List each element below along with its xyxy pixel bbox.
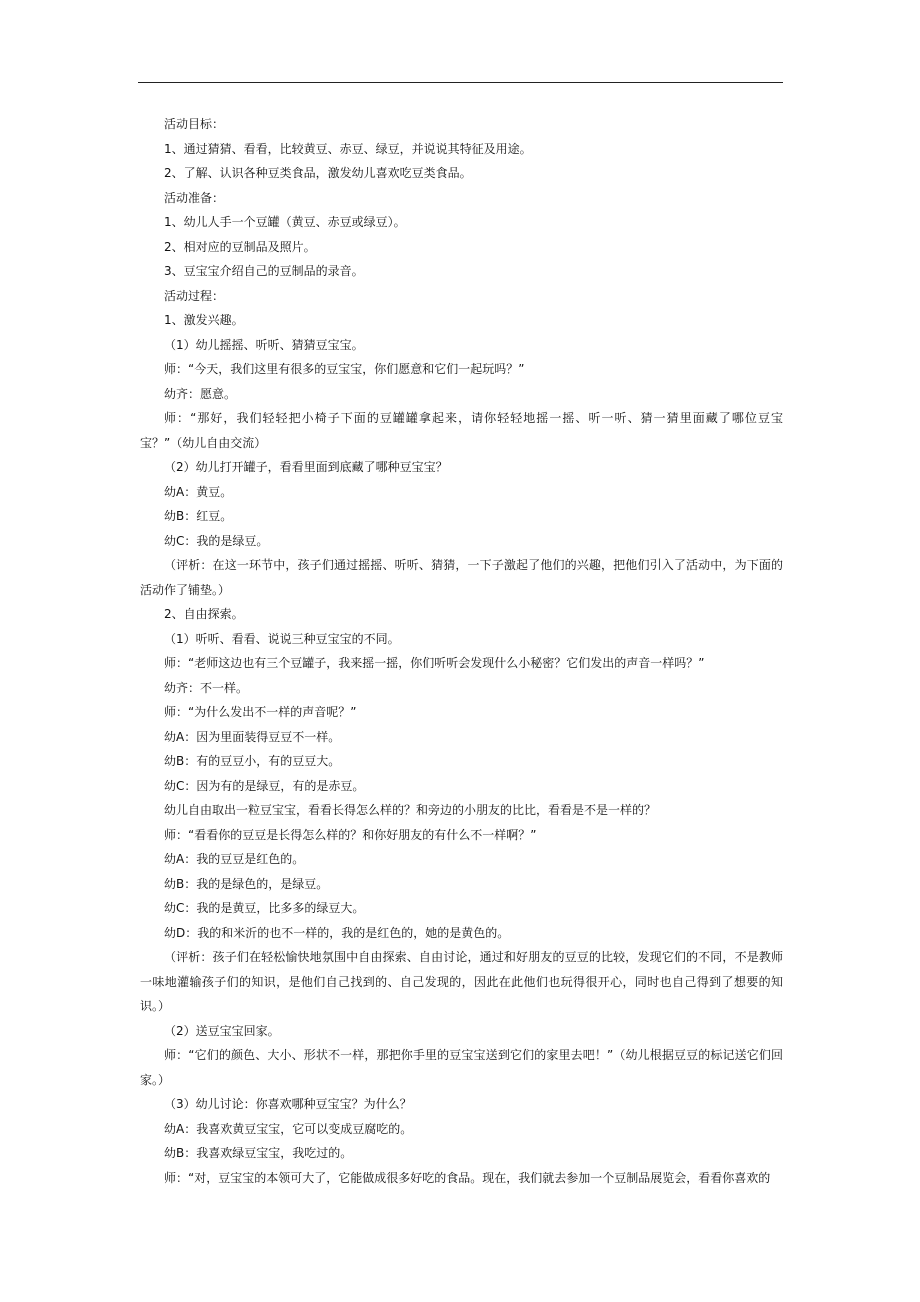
document-paragraph: 幼B：有的豆豆小，有的豆豆大。 xyxy=(164,754,341,768)
document-paragraph: 幼B：红豆。 xyxy=(164,509,233,523)
document-paragraph: （3）幼儿讨论：你喜欢哪种豆宝宝？为什么？ xyxy=(164,1097,412,1111)
document-paragraph: （评析：在这一环节中，孩子们通过摇摇、听听、猜猜，一下子激起了他们的兴趣，把他们引入了活动中，为下面的活动作了铺垫。） xyxy=(140,558,783,597)
document-paragraph: 幼C：因为有的是绿豆，有的是赤豆。 xyxy=(164,778,365,793)
document-paragraph: 活动准备： xyxy=(164,190,225,205)
document-paragraph: 幼齐：愿意。 xyxy=(164,386,237,401)
document-paragraph: 活动目标： xyxy=(164,117,225,131)
document-paragraph: 师：“今天，我们这里有很多的豆宝宝，你们愿意和它们一起玩吗？” xyxy=(164,362,525,376)
document-paragraph: 1、通过猜猜、看看，比较黄豆、赤豆、绿豆，并说说其特征及用途。 xyxy=(164,141,532,156)
document-paragraph: 幼B：我的是绿色的，是绿豆。 xyxy=(164,876,329,891)
document-paragraph: 2、了解、认识各种豆类食品，激发幼儿喜欢吃豆类食品。 xyxy=(164,166,472,180)
document-paragraph: 幼C：我的是黄豆，比多多的绿豆大。 xyxy=(164,901,365,915)
document-paragraph: 幼D：我的和米沂的也不一样的，我的是红色的，她的是黄色的。 xyxy=(164,925,510,940)
document-paragraph: 幼A：因为里面装得豆豆不一样。 xyxy=(164,729,341,744)
document-paragraph: （2）送豆宝宝回家。 xyxy=(164,1023,280,1038)
document-body xyxy=(140,112,783,1190)
document-paragraph: 1、激发兴趣。 xyxy=(164,313,244,327)
document-paragraph: 师：“它们的颜色、大小、形状不一样，那把你手里的豆宝宝送到它们的家里去吧！”（幼儿根据豆豆的标记送它们回家。） xyxy=(140,1048,783,1087)
document-paragraph: 2、相对应的豆制品及照片。 xyxy=(164,239,316,254)
document-paragraph: 幼齐：不一样。 xyxy=(164,680,249,695)
document-paragraph: （评析：孩子们在轻松愉快地氛围中自由探索、自由讨论，通过和好朋友的豆豆的比较，发现它们的不同，不是教师一味地灌输孩子们的知识，是他们自己找到的、自己发现的，因此在此他们也玩得很开心，同时也自己得到了想要的知识。） xyxy=(140,950,783,1013)
document-paragraph: 幼A：我的豆豆是红色的。 xyxy=(164,852,305,866)
document-paragraph: 幼儿自由取出一粒豆宝宝，看看长得怎么样的？和旁边的小朋友的比比，看看是不是一样的？ xyxy=(164,803,657,817)
document-paragraph: 幼A：我喜欢黄豆宝宝，它可以变成豆腐吃的。 xyxy=(164,1121,413,1136)
document-paragraph: 师：“老师这边也有三个豆罐子，我来摇一摇，你们听听会发现什么小秘密？它们发出的声音一样吗？” xyxy=(164,656,705,670)
document-paragraph: 师：“看看你的豆豆是长得怎么样的？和你好朋友的有什么不一样啊？” xyxy=(164,827,537,842)
header-rule xyxy=(138,82,783,83)
document-paragraph: （1）幼儿摇摇、听听、猜猜豆宝宝。 xyxy=(164,337,364,352)
document-paragraph: 幼A：黄豆。 xyxy=(164,484,233,499)
document-paragraph: 师：“为什么发出不一样的声音呢？” xyxy=(164,705,357,719)
document-paragraph: 师：“对，豆宝宝的本领可大了，它能做成很多好吃的食品。现在，我们就去参加一个豆制品展览会，看看你喜欢的 xyxy=(164,1170,771,1185)
document-paragraph: （2）幼儿打开罐子，看看里面到底藏了哪种豆宝宝？ xyxy=(164,460,448,474)
document-paragraph: 2、自由探索。 xyxy=(164,607,244,621)
document-paragraph: 师：“那好，我们轻轻把小椅子下面的豆罐罐拿起来，请你轻轻地摇一摇、听一听、猜一猜里面藏了哪位豆宝宝？”（幼儿自由交流） xyxy=(140,411,783,450)
document-paragraph: 幼C：我的是绿豆。 xyxy=(164,533,269,548)
document-paragraph: 3、豆宝宝介绍自己的豆制品的录音。 xyxy=(164,264,364,278)
document-paragraph: 1、幼儿人手一个豆罐（黄豆、赤豆或绿豆）。 xyxy=(164,215,406,229)
document-paragraph: 活动过程： xyxy=(164,288,225,303)
document-paragraph: 幼B：我喜欢绿豆宝宝，我吃过的。 xyxy=(164,1146,353,1160)
document-paragraph: （1）听听、看看、说说三种豆宝宝的不同。 xyxy=(164,631,400,646)
